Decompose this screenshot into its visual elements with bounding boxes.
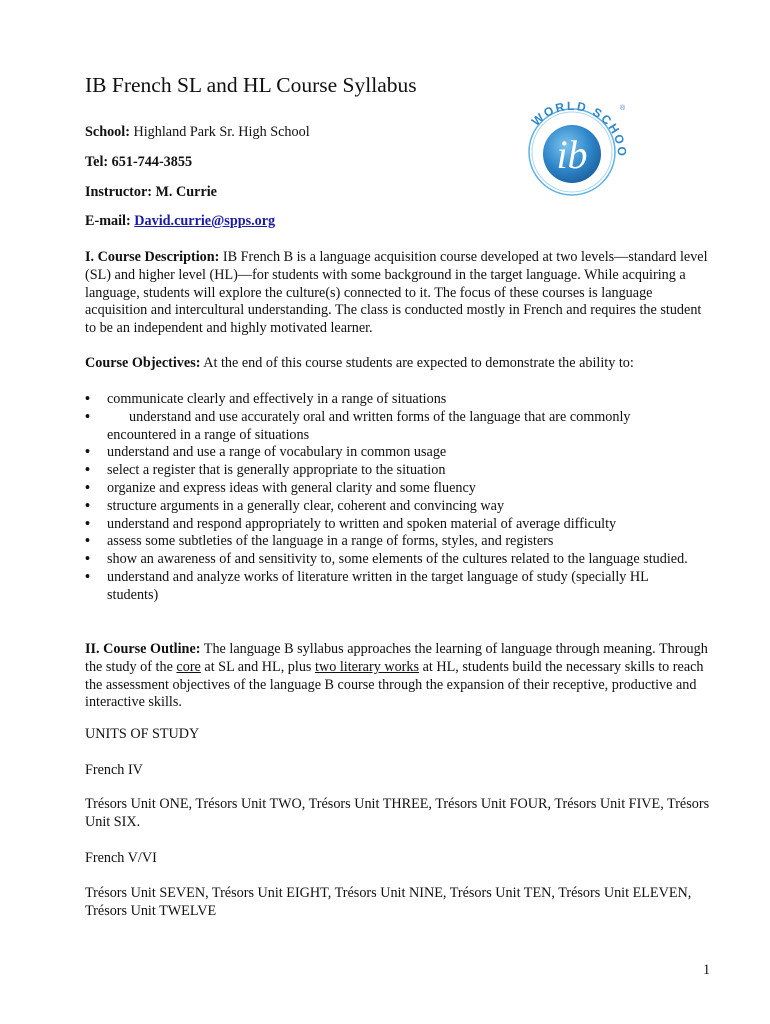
page-number: 1: [703, 962, 711, 978]
list-item: • select a register that is generally appropriate to the situation: [85, 462, 695, 480]
ib-world-school-logo: [512, 98, 632, 196]
logo-reg: ®: [620, 105, 626, 112]
list-item: • organize and express ideas with general clarity and some fluency: [85, 480, 695, 498]
page-title: IB French SL and HL Course Syllabus: [85, 73, 417, 97]
email-link[interactable]: David.currie@spps.org: [134, 213, 276, 229]
school-label: School:: [85, 124, 130, 140]
list-item: • understand and use accurately oral and written forms of the language that are commonly encountered in a range of situations: [85, 409, 695, 445]
instructor-line: Instructor: M. Currie: [85, 184, 217, 200]
literary-works-term: two literary works: [315, 658, 420, 675]
french-iv-units: Trésors Unit ONE, Trésors Unit TWO, Trésors Unit THREE, Trésors Unit FOUR, Trésors Unit FIVE, Trésors Unit SIX.: [85, 796, 710, 830]
french-iv-heading: French IV: [85, 762, 143, 778]
course-objectives-text: At the end of this course students are expected to demonstrate the ability to:: [200, 355, 634, 371]
list-item: • structure arguments in a generally clear, coherent and convincing way: [85, 498, 695, 516]
course-outline: [85, 641, 715, 712]
logo-text: WORLD SCHOO: [528, 98, 630, 159]
school-value: Highland Park Sr. High School: [133, 124, 310, 140]
list-item: • communicate clearly and effectively in a range of situations: [85, 391, 695, 409]
course-outline-text: at SL and HL, plus: [200, 658, 315, 675]
list-item: • understand and respond appropriately to written and spoken material of average difficulty: [85, 516, 695, 534]
course-outline-text: The language B syllabus approaches the learning of language through meaning. Through the study of the: [85, 641, 708, 675]
course-outline-heading: II. Course Outline:: [85, 641, 201, 657]
list-item: • show an awareness of and sensitivity to, some elements of the cultures related to the language studied.: [85, 551, 695, 569]
french-vvi-units: Trésors Unit SEVEN, Trésors Unit EIGHT, Trésors Unit NINE, Trésors Unit TEN, Trésors Unit ELEVEN, Trésors Unit TWELVE: [85, 885, 692, 919]
course-description: [85, 249, 715, 338]
objectives-list: [85, 391, 695, 605]
email-label: E-mail:: [85, 213, 131, 229]
list-item: • understand and use a range of vocabulary in common usage: [85, 444, 695, 462]
units-heading: UNITS OF STUDY: [85, 726, 200, 742]
course-objectives-intro: [85, 355, 715, 373]
school-line: [85, 124, 310, 142]
logo-mark: ib: [556, 132, 588, 177]
core-term: core: [176, 658, 201, 675]
course-description-text: IB French B is a language acquisition course developed at two levels—standard level (SL) and higher level (HL)—for students with some background in the target language. While acquiring a language, students will explore the culture(s) connected to it. The focus of these courses is language acquisition and intercultural understanding. The class is conducted mostly in French and requires the student to be an independent and highly motivated learner.: [85, 249, 708, 337]
list-item: • understand and analyze works of literature written in the target language of study (specially HL students): [85, 569, 695, 605]
course-objectives-heading: Course Objectives:: [85, 355, 201, 371]
course-description-heading: I. Course Description:: [85, 249, 220, 265]
email-line: [85, 213, 275, 231]
french-vvi-heading: French V/VI: [85, 850, 157, 866]
list-item: • assess some subtleties of the language in a range of forms, styles, and registers: [85, 533, 695, 551]
ib-logo-icon: [512, 98, 632, 196]
tel-line: Tel: 651-744-3855: [85, 154, 193, 170]
course-outline-text: at HL, students build the necessary skills to reach the assessment objectives of the language B course through the expansion of their receptive, productive and interactive skills.: [85, 658, 704, 711]
